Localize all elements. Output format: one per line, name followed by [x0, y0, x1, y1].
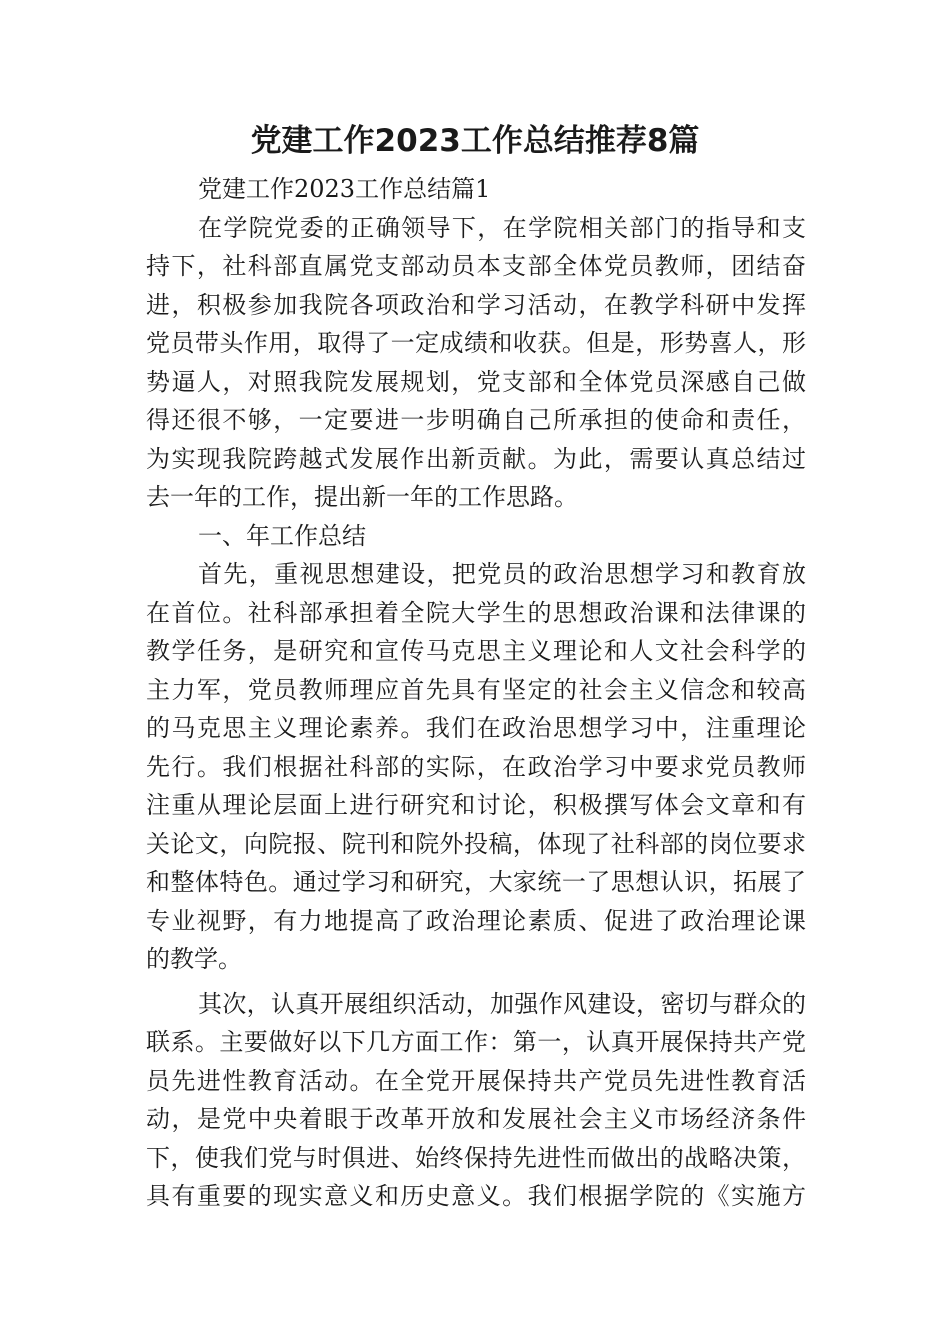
section-heading: 一、年工作总结 [198, 521, 366, 550]
paragraph-line: 党员带头作用，取得了一定成绩和收获。但是，形势喜人，形 [146, 329, 806, 357]
paragraph-line: 教学任务，是研究和宣传马克思主义理论和人文社会科学的 [146, 637, 806, 665]
paragraph-line: 和整体特色。通过学习和研究，大家统一了思想认识，拓展了 [146, 868, 806, 896]
paragraph-line: 注重从理论层面上进行研究和讨论，积极撰写体会文章和有 [146, 791, 806, 819]
subtitle: 党建工作2023工作总结篇1 [198, 175, 491, 203]
paragraph-line: 具有重要的现实意义和历史意义。我们根据学院的《实施方 [146, 1182, 806, 1210]
paragraph-line: 先行。我们根据社科部的实际，在政治学习中要求党员教师 [146, 752, 806, 781]
paragraph-line: 进，积极参加我院各项政治和学习活动，在教学科研中发挥 [146, 290, 806, 319]
paragraph-line: 动，是党中央着眼于改革开放和发展社会主义市场经济条件 [146, 1105, 806, 1133]
paragraph-line: 为实现我院跨越式发展作出新贡献。为此，需要认真总结过 [146, 444, 806, 473]
paragraph-line: 的教学。 [146, 945, 242, 973]
paragraph-line: 持下，社科部直属党支部动员本支部全体党员教师，团结奋 [146, 252, 806, 280]
paragraph-line: 专业视野，有力地提高了政治理论素质、促进了政治理论课 [146, 906, 806, 935]
paragraph-line: 联系。主要做好以下几方面工作：第一，认真开展保持共产党 [146, 1028, 806, 1056]
paragraph-line: 势逼人，对照我院发展规划，党支部和全体党员深感自己做 [146, 367, 806, 396]
paragraph-line: 得还很不够，一定要进一步明确自己所承担的使命和责任， [146, 406, 806, 434]
paragraph-line: 主力军，党员教师理应首先具有坚定的社会主义信念和较高 [146, 675, 806, 704]
paragraph-2 [146, 555, 806, 979]
paragraph-line: 关论文，向院报、院刊和院外投稿，体现了社科部的岗位要求 [146, 829, 806, 858]
paragraph-line: 的马克思主义理论素养。我们在政治思想学习中，注重理论 [146, 714, 806, 742]
paragraph-1 [146, 209, 806, 517]
paragraph-3 [146, 985, 806, 1216]
paragraph-line: 员先进性教育活动。在全党开展保持共产党员先进性教育活 [146, 1066, 806, 1095]
paragraph-line: 下，使我们党与时俱进、始终保持先进性而做出的战略决策， [146, 1143, 806, 1172]
paragraph-line: 在学院党委的正确领导下，在学院相关部门的指导和支 [198, 213, 806, 242]
document-body [146, 170, 806, 1216]
paragraph-line: 在首位。社科部承担着全院大学生的思想政治课和法律课的 [146, 598, 806, 627]
paragraph-line: 去一年的工作，提出新一年的工作思路。 [146, 483, 578, 511]
paragraph-line: 首先，重视思想建设，把党员的政治思想学习和教育放 [198, 560, 806, 588]
document-title: 党建工作2023工作总结推荐8篇 [250, 123, 700, 159]
paragraph-line: 其次，认真开展组织活动，加强作风建设，密切与群众的 [198, 989, 806, 1018]
